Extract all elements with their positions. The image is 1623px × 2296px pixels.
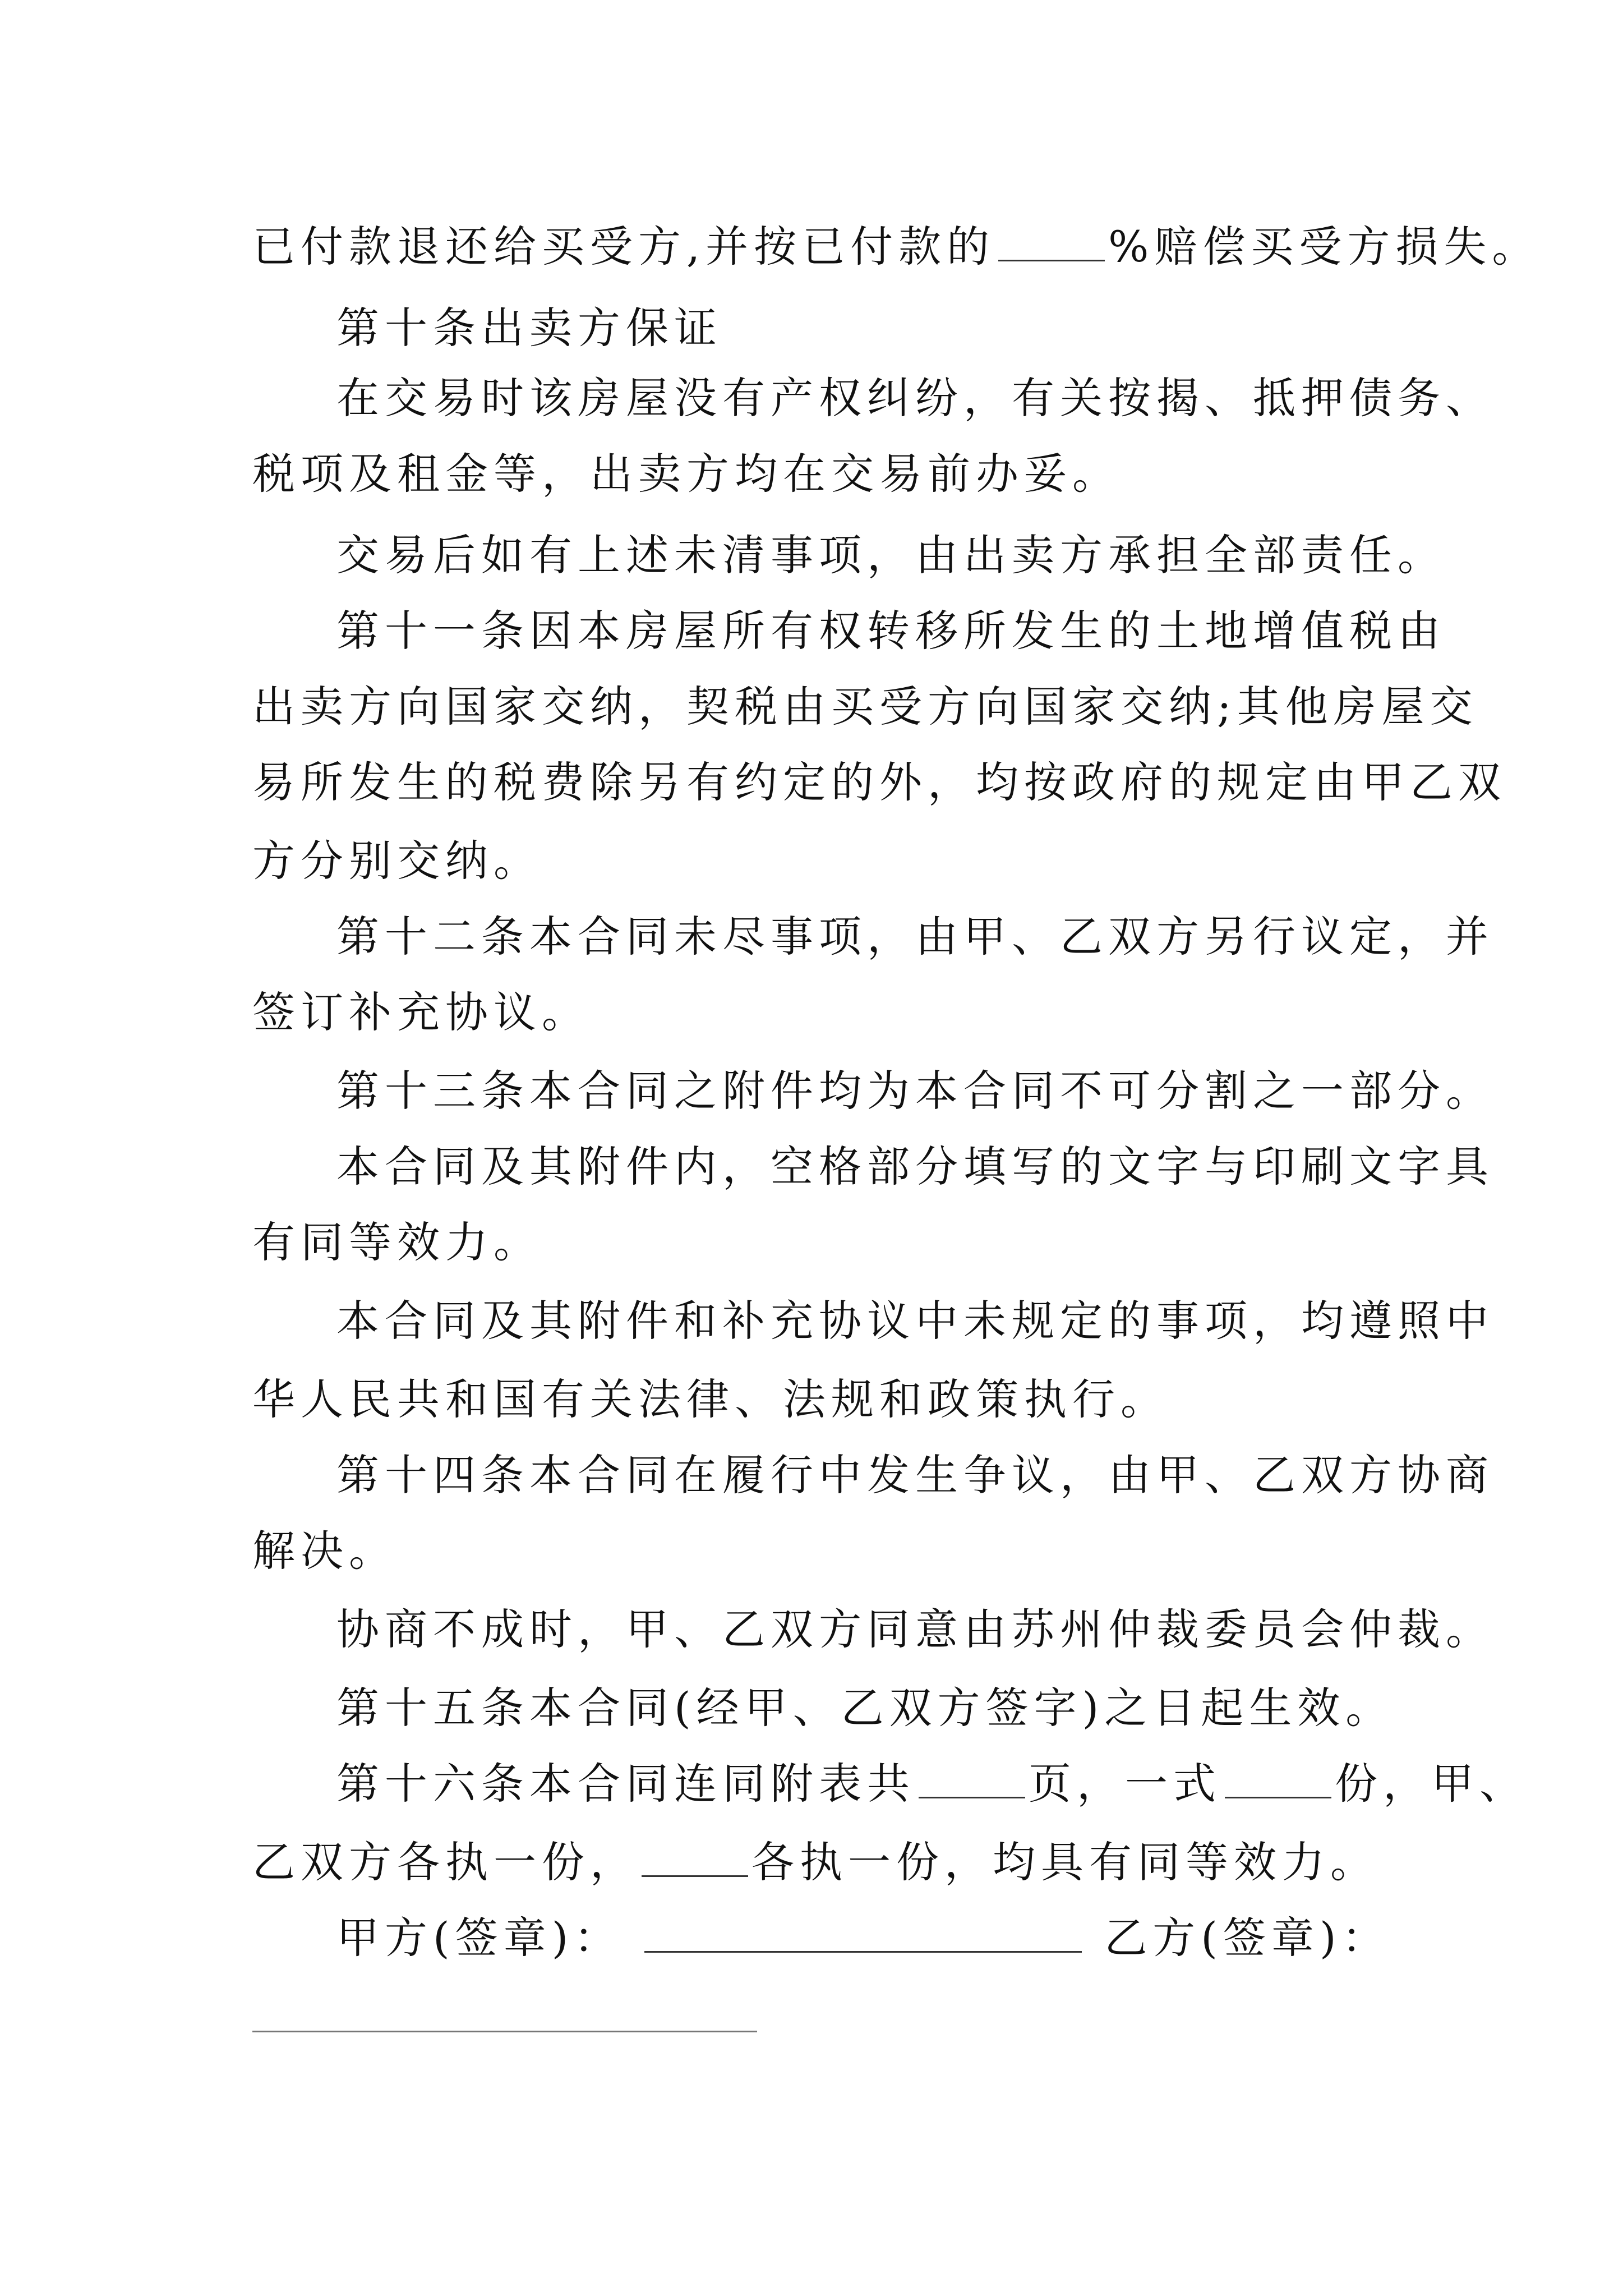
text-segment: 华人民共和国有关法律、法规和政策执行。: [252, 1374, 1169, 1424]
text-line-3: [0, 367, 1623, 429]
fill-in-blank: [644, 1917, 1082, 1953]
text-line-1: [0, 216, 1623, 278]
text-line-17: [0, 1444, 1623, 1506]
text-segment: 第十二条本合同未尽事项，由甲、乙双方另行议定，并: [336, 912, 1494, 961]
text-segment: 本合同及其附件和补充协议中未规定的事项，均遵照中: [336, 1296, 1494, 1346]
text-line-6: [0, 600, 1623, 662]
text-line-12: [0, 1060, 1623, 1122]
text-segment: 份，甲、: [1335, 1759, 1528, 1809]
text-segment: 易所发生的税费除另有约定的外，均按政府的规定由甲乙双: [252, 757, 1506, 807]
text-line-19: [0, 1599, 1623, 1660]
fill-in-blank: [1225, 1763, 1331, 1798]
text-segment: 交易后如有上述未清事项，由出卖方承担全部责任。: [336, 530, 1446, 580]
text-line-16: [0, 1369, 1623, 1430]
text-line-9: [0, 830, 1623, 892]
text-segment: 第十六条本合同连同附表共: [336, 1759, 915, 1809]
text-line-15: [0, 1290, 1623, 1352]
text-segment: 第十条出卖方保证: [336, 303, 722, 353]
text-line-23: [0, 1907, 1623, 1969]
text-line-4: [0, 443, 1623, 505]
text-segment: 乙方(签章)：: [1104, 1913, 1390, 1963]
text-line-22: [0, 1832, 1623, 1893]
text-line-18: [0, 1520, 1623, 1582]
text-segment: 乙双方各执一份，: [252, 1837, 638, 1887]
text-segment: 第十三条本合同之附件均为本合同不可分割之一部分。: [336, 1066, 1494, 1116]
text-segment: 有同等效力。: [252, 1217, 542, 1267]
text-segment: 税项及租金等，出卖方均在交易前办妥。: [252, 449, 1121, 499]
text-segment: 签订补充协议。: [252, 987, 590, 1037]
text-line-13: [0, 1136, 1623, 1198]
text-segment: 第十一条因本房屋所有权转移所发生的土地增值税由: [336, 606, 1446, 656]
text-line-21: [0, 1753, 1623, 1815]
text-line-10: [0, 906, 1623, 968]
text-segment: 甲方(签章)：: [336, 1913, 623, 1963]
text-line-2: [0, 297, 1623, 359]
signature-underline: [252, 2031, 757, 2032]
text-segment: 本合同及其附件内，空格部分填写的文字与印刷文字具: [336, 1142, 1494, 1191]
fill-in-blank: [642, 1842, 748, 1877]
fill-in-blank: [919, 1763, 1025, 1798]
fill-in-blank: [998, 226, 1105, 261]
text-segment: 协商不成时，甲、乙双方同意由苏州仲裁委员会仲裁。: [336, 1604, 1494, 1654]
text-line-5: [0, 524, 1623, 586]
text-segment: 各执一份，均具有同等效力。: [751, 1837, 1378, 1887]
text-segment: 解决。: [252, 1526, 397, 1576]
text-line-11: [0, 982, 1623, 1043]
text-segment: %赔偿买受方损失。: [1108, 222, 1541, 272]
text-segment: 第十四条本合同在履行中发生争议，由甲、乙双方协商: [336, 1450, 1494, 1500]
text-line-20: [0, 1677, 1623, 1739]
text-line-7: [0, 676, 1623, 738]
text-segment: 出卖方向国家交纳，契税由买受方向国家交纳;其他房屋交: [252, 682, 1478, 731]
text-segment: 在交易时该房屋没有产权纠纷，有关按揭、抵押债务、: [336, 373, 1494, 423]
text-segment: 页，一式: [1029, 1759, 1221, 1809]
text-segment: 方分别交纳。: [252, 836, 542, 886]
text-segment: 已付款退还给买受方,并按已付款的: [252, 222, 995, 272]
text-segment: 第十五条本合同(经甲、乙双方签字)之日起生效。: [336, 1683, 1394, 1733]
text-line-8: [0, 752, 1623, 813]
text-line-14: [0, 1212, 1623, 1273]
